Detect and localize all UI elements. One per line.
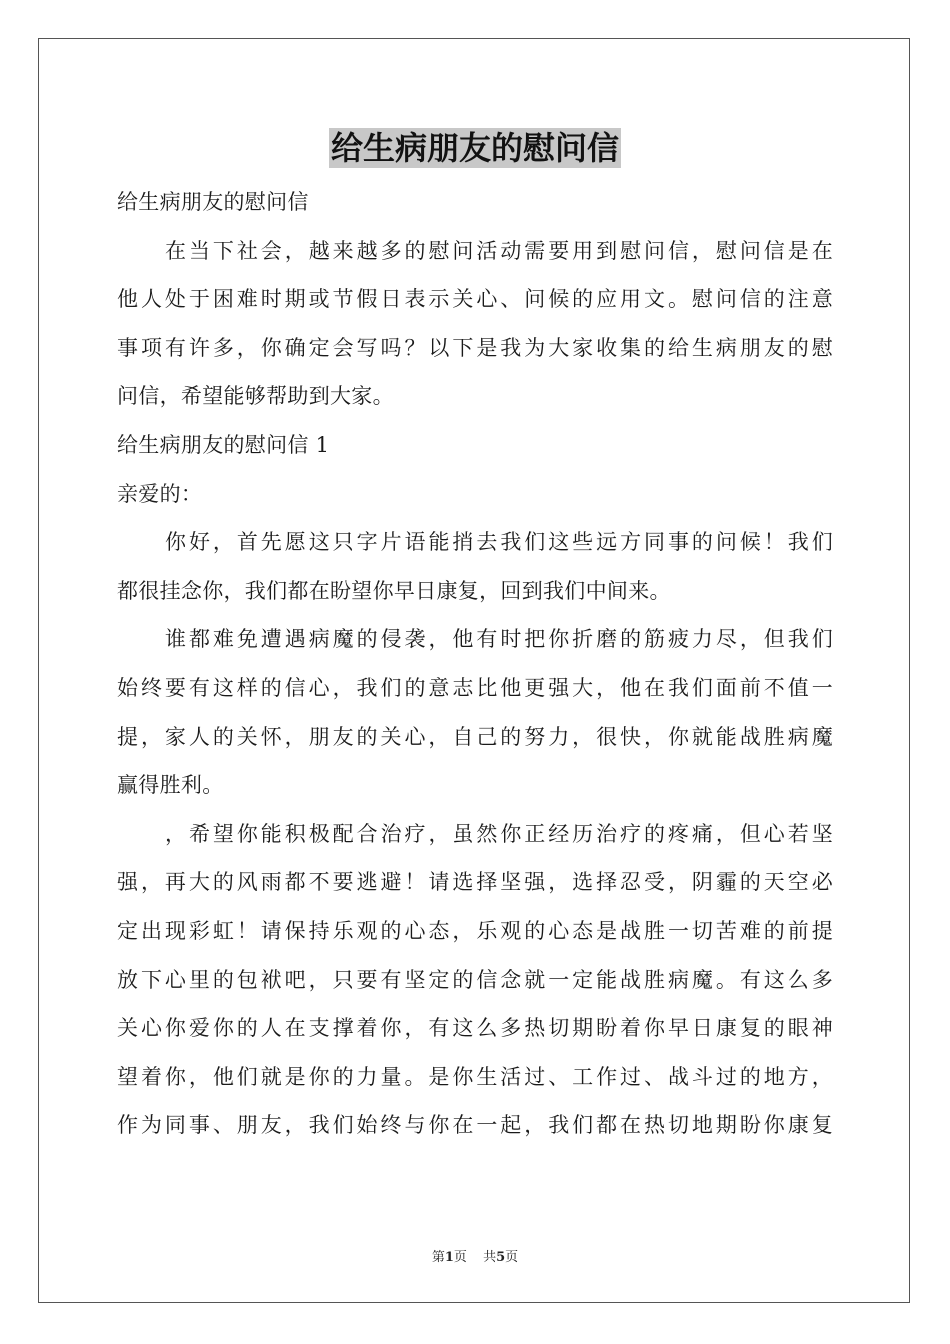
page-total-suffix: 页 [505,1250,519,1265]
text-line: 望着你，他们就是你的力量。是你生活过、工作过、战斗过的地方， [117,1064,833,1089]
text-line: 事项有许多，你确定会写吗？以下是我为大家收集的给生病朋友的慰 [117,335,833,360]
text-line: 在当下社会，越来越多的慰问活动需要用到慰问信，慰问信是在 [165,238,833,263]
text-line: 都很挂念你，我们都在盼望你早日康复，回到我们中间来。 [117,578,671,603]
text-line: 强，再大的风雨都不要逃避！请选择坚强，选择忍受，阴霾的天空必 [117,870,833,895]
page-total [483,1250,518,1265]
current-page: 1 [444,1250,454,1265]
text-line: 赢得胜利。 [117,773,224,798]
text-line: 关心你爱你的人在支撑着你，有这么多热切期盼着你早日康复的眼神 [117,1016,833,1041]
page-number [432,1250,467,1265]
document-title: 给生病朋友的慰问信 [330,129,619,167]
title-container [0,128,950,168]
document-body [117,178,833,1150]
text-line: 作为同事、朋友，我们始终与你在一起，我们都在热切地期盼你康复 [117,1113,833,1138]
text-line: 给生病朋友的慰问信 1 [117,432,330,457]
text-line: 问信，希望能够帮助到大家。 [117,384,394,409]
text-line: 他人处于困难时期或节假日表示关心、问候的应用文。慰问信的注意 [117,287,833,312]
text-line: 始终要有这样的信心，我们的意志比他更强大，他在我们面前不值一 [117,675,833,700]
page-number-suffix: 页 [453,1250,467,1265]
page-number-prefix: 第 [431,1250,445,1265]
page-total-prefix: 共 [483,1250,497,1265]
page-footer [0,1246,950,1265]
text-line: 谁都难免遭遇病魔的侵袭，他有时把你折磨的筋疲力尽，但我们 [165,627,833,652]
total-pages: 5 [496,1250,506,1265]
text-line: ，希望你能积极配合治疗，虽然你正经历治疗的疼痛，但心若坚 [165,821,833,846]
text-line: 提，家人的关怀，朋友的关心，自己的努力，很快，你就能战胜病魔 [117,724,833,749]
text-line: 放下心里的包袱吧，只要有坚定的信念就一定能战胜病魔。有这么多 [117,967,833,992]
text-line: 亲爱的： [117,481,203,506]
text-line: 定出现彩虹！请保持乐观的心态，乐观的心态是战胜一切苦难的前提 [117,918,833,943]
text-line: 你好，首先愿这只字片语能捎去我们这些远方同事的问候！我们 [165,530,833,555]
text-line: 给生病朋友的慰问信 [117,190,309,214]
